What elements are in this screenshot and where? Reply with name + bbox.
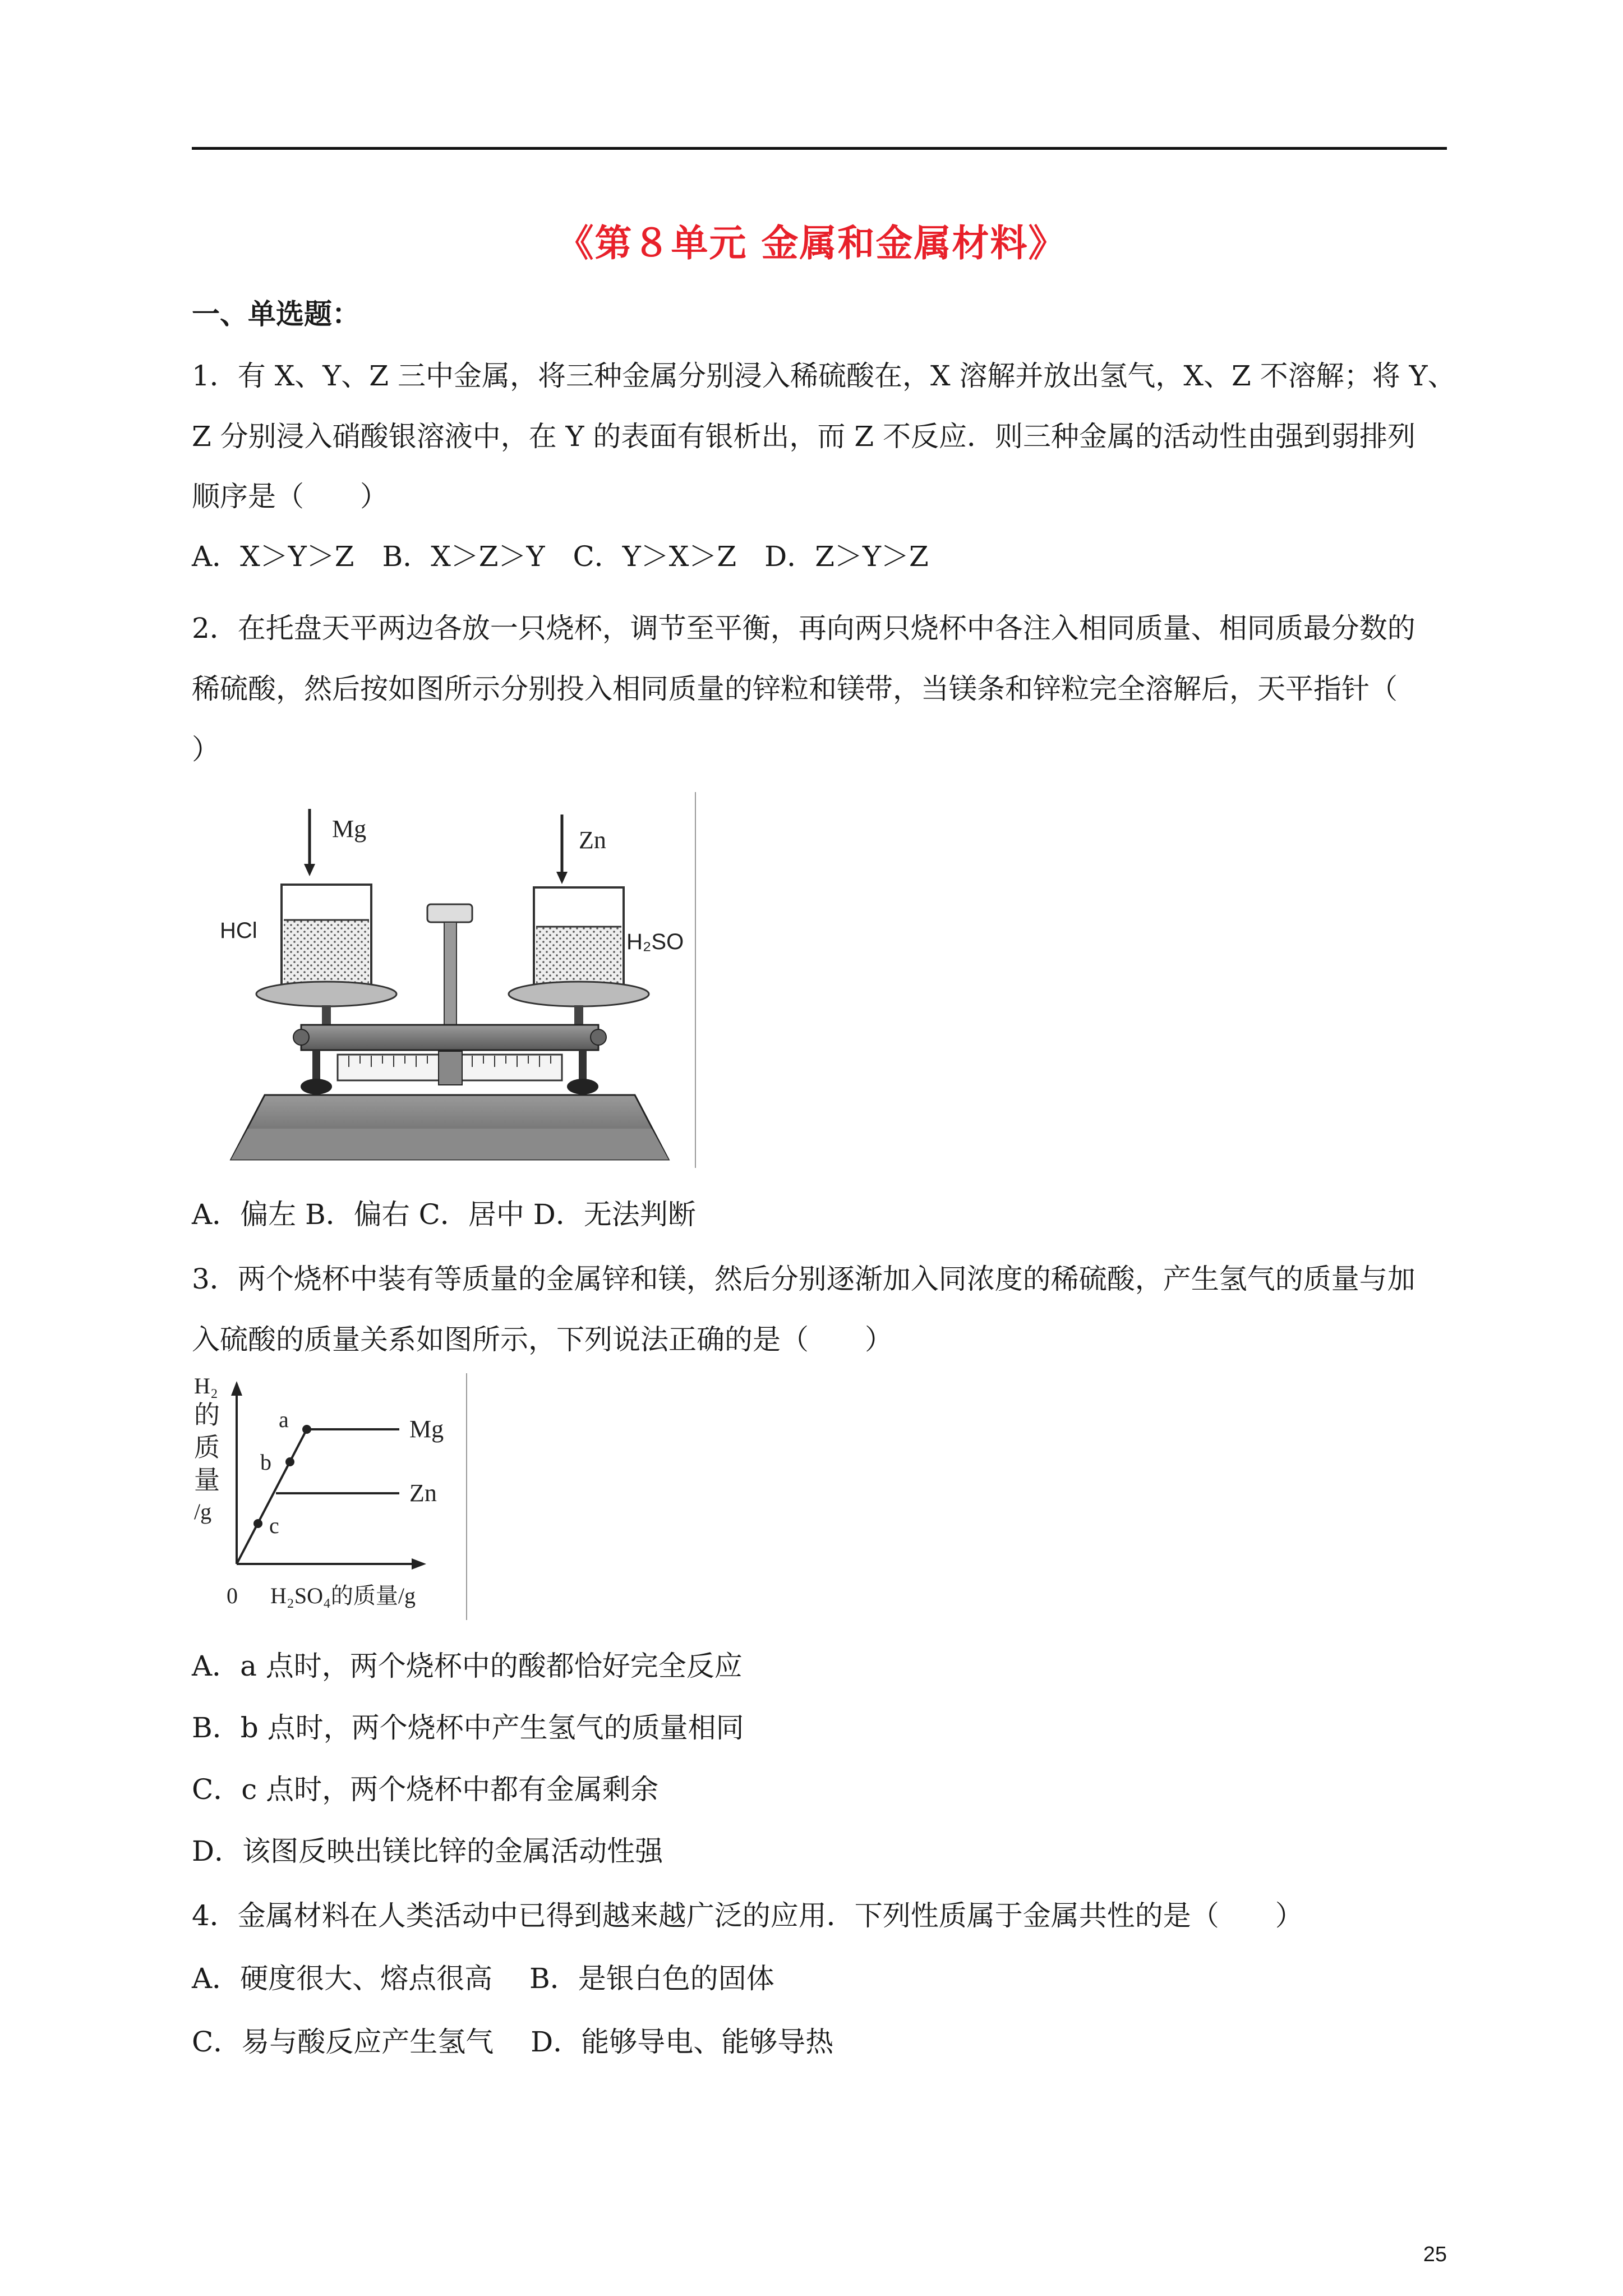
y-label-2: 的	[194, 1401, 220, 1429]
q1-options: A．X＞Y＞Z B．X＞Z＞Y C．Y＞X＞Z D．Z＞Y＞Z	[192, 540, 929, 573]
mg-series-label: Mg	[409, 1415, 444, 1443]
q3-option-d: D．该图反映出镁比锌的金属活动性强	[192, 1835, 663, 1867]
point-b-label: b	[260, 1450, 271, 1475]
point-b	[285, 1457, 294, 1466]
page-title: 《第８单元 金属和金属材料》	[556, 221, 1067, 265]
point-c-label: c	[269, 1513, 279, 1538]
q4-options-cd: C．易与酸反应产生氢气 D．能够导电、能够导热	[192, 2026, 834, 2058]
q1-line-3: 顺序是（ ）	[192, 480, 388, 513]
header-rule	[192, 147, 1447, 150]
balance-figure	[192, 792, 701, 1168]
y-label-1: H₂	[194, 1373, 218, 1398]
rising-line	[237, 1429, 307, 1564]
q3-line-2: 入硫酸的质量关系如图所示，下列说法正确的是（ ）	[192, 1323, 893, 1356]
point-a	[302, 1425, 311, 1434]
h2so-label: H₂SO	[626, 930, 684, 954]
zn-label: Zn	[579, 826, 606, 854]
section-heading: 一、单选题：	[192, 297, 360, 330]
x-label: H₂SO₄的质量/g	[270, 1583, 416, 1608]
q2-line-1: 2．在托盘天平两边各放一只烧杯，调节至平衡，再向两只烧杯中各注入相同质量、相同质最分数的	[192, 612, 1415, 645]
q4-line-1: 4．金属材料在人类活动中已得到越来越广泛的应用．下列性质属于金属共性的是（ ）	[192, 1899, 1303, 1932]
mg-label: Mg	[332, 815, 367, 843]
zn-series-label: Zn	[409, 1479, 437, 1507]
page-number: 25	[1423, 2243, 1447, 2266]
q2-options: A．偏左 B．偏右 C．居中 D．无法判断	[192, 1198, 696, 1231]
q2-line-3: ）	[192, 733, 220, 766]
hcl-label: HCl	[220, 918, 257, 943]
q3-option-c: C．c 点时，两个烧杯中都有金属剩余	[192, 1773, 659, 1806]
q2-line-2: 稀硫酸，然后按如图所示分别投入相同质量的锌粒和镁带，当镁条和锌粒完全溶解后，天平指针（	[192, 673, 1398, 705]
q1-line-1: 1．有 X、Y、Z 三中金属，将三种金属分别浸入稀硫酸在，X 溶解并放出氢气，X、Z 不溶解；将 Y、	[192, 360, 1456, 392]
y-label-5: /g	[194, 1499, 212, 1524]
y-label-3: 质	[194, 1433, 220, 1462]
q4-options-ab: A．硬度很大、熔点很高 B．是银白色的固体	[192, 1962, 774, 1995]
q1-line-2: Z 分别浸入硝酸银溶液中，在 Y 的表面有银析出，而 Z 不反应．则三种金属的活动性由强到弱排列	[192, 420, 1415, 453]
point-a-label: a	[279, 1407, 289, 1432]
q3-option-a: A．a 点时，两个烧杯中的酸都恰好完全反应	[192, 1650, 743, 1682]
q3-line-1: 3．两个烧杯中装有等质量的金属锌和镁，然后分别逐渐加入同浓度的稀硫酸，产生氢气的质量与加	[192, 1263, 1415, 1295]
y-label-4: 量	[194, 1466, 220, 1494]
origin-label: 0	[227, 1583, 238, 1608]
hydrogen-chart-figure	[192, 1373, 471, 1620]
q3-option-b: B．b 点时，两个烧杯中产生氢气的质量相同	[192, 1711, 744, 1744]
point-c	[253, 1519, 262, 1528]
